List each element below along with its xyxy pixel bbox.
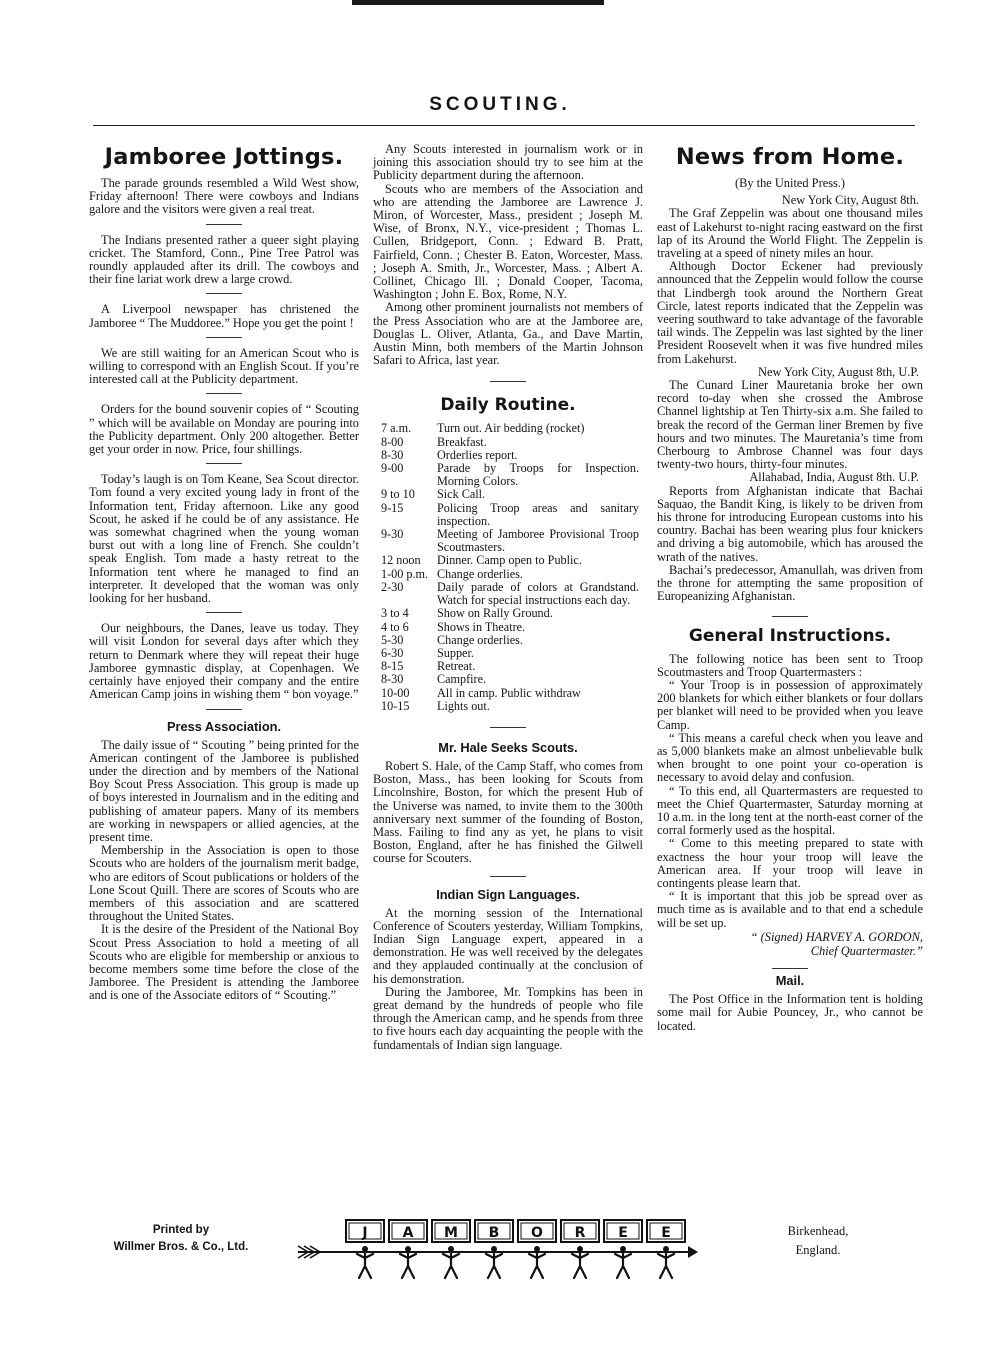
press-paragraph: Scouts who are members of the Association and who are attending the Jamboree are Lawrence J. Miron, of Worcester, Mass., president ; Joseph M. Wise, of Bronx, N.Y., vice-president ; Thomas L. Cullen, Bridgeport, Conn. ; Edward B. Pratt, Fairfield, Conn. ; Chester B. Eaton, Worcester, Mass. ; Joseph A. Smith, Jr., Worcester, Mass. ; Albert A. Collinet, Chicago Ill. ; Donald Cooper, Tacoma, Washington ; John E. Box, Rome, N.Y. (373, 181, 643, 302)
logo-scout-figure (486, 1246, 502, 1278)
logo-letter: E (661, 1225, 671, 1241)
instruction-paragraph: The following notice has been sent to Troop Scoutmasters and Troop Quartermasters : (657, 651, 923, 679)
jotting-paragraph: Orders for the bound souvenir copies of “ Scouting ” which will be available on Monday are pouring into the Publicity department. Only 200 altogether. Better get your order in now. Price, four shillings. (89, 402, 359, 457)
routine-row (381, 462, 639, 488)
separator (490, 876, 526, 877)
routine-row (381, 687, 639, 700)
hale-paragraph: Robert S. Hale, of the Camp Staff, who comes from Boston, Mass., has been looking for Scouts from Lincolnshire, Boston, for which the present Hub of the Universe was named, to invite them to the 300th anniversary next summer of the founding of Boston, Mass. Failing to find any as yet, he plans to visit Boston, England, after he has finished the Gilwell course for Scouters. (373, 758, 643, 866)
dateline: Allahabad, India, August 8th. U.P. (749, 470, 919, 485)
routine-time: 10-00 (381, 685, 410, 700)
routine-row (381, 607, 639, 620)
instruction-paragraph: “ This means a careful check when you leave and as 5,000 blankets make an almost unbelievable bulk when brought to one point your co-operation is necessary to avoid delay and confusion. (657, 730, 923, 785)
signature-role: Chief Quartermaster.” (810, 943, 923, 958)
separator (206, 393, 242, 394)
routine-activity: Retreat. (437, 659, 476, 674)
routine-row (381, 634, 639, 647)
routine-activity: Show on Rally Ground. (437, 606, 553, 621)
routine-time: 2-30 (381, 579, 404, 594)
routine-row (381, 700, 639, 713)
dateline: New York City, August 8th, U.P. (758, 364, 919, 379)
routine-activity: Parade by Troops for Inspection. Morning Colors. (437, 461, 639, 489)
routine-activity: Change orderlies. (437, 632, 523, 647)
routine-row (381, 436, 639, 449)
logo-letter: O (531, 1225, 543, 1241)
routine-time: 9-15 (381, 500, 404, 515)
separator (490, 381, 526, 382)
routine-time: 9 to 10 (381, 487, 415, 502)
headline-indian-sign: Indian Sign Languages. (436, 886, 580, 902)
headline-general-instructions: General Instructions. (688, 625, 892, 646)
press-paragraph: It is the desire of the President of the National Boy Scout Press Association to hold a meeting of all Scouts who are eligible for membership or anxious to become members some time before the close of the Jamboree. The President is attending the Jamboree and is one of the Associate editors of “ Scouting.” (89, 922, 359, 1003)
routine-time: 4 to 6 (381, 619, 409, 634)
routine-activity: Policing Troop areas and sanitary inspection. (437, 500, 639, 528)
routine-time: 12 noon (381, 553, 421, 568)
routine-activity: Daily parade of colors at Grandstand. Watch for special instructions each day. (437, 579, 639, 608)
routine-time: 8-15 (381, 659, 404, 674)
press-paragraph: Membership in the Association is open to those Scouts who are holders of the journalism merit badge, who are editors of Scout publications or holders of the Lone Scout Quill. There are scores of Scouts who are members of this association and are scattered throughout the United States. (89, 843, 359, 924)
jotting-paragraph: Our neighbours, the Danes, leave us today. They will visit London for several days after which they return to Denmark where they will repeat their huge Jamboree gymnastic display, at Copenhagen. We certainly have enjoyed their company and the entire American Camp joins in wishing them “ bon voyage.” (89, 621, 359, 702)
routine-time: 3 to 4 (381, 606, 409, 621)
routine-activity: Change orderlies. (437, 566, 523, 581)
news-paragraph: Bachai’s predecessor, Amanullah, was driven from the throne for attempting the same proposition of Europeanizing Afghanistan. (657, 562, 923, 604)
jotting-paragraph: Today’s laugh is on Tom Keane, Sea Scout director. Tom found a very excited young lady in front of the Information tent, Friday afternoon. Like any good Scout, he asked if he could be of any assistance. He was somewhat chagrined when the young woman burst out with a long line of French. She couldn’t speak English. Tom made a hasty retreat to the Information tent where he managed to find an interpreter. It developed that the woman was only looking for her husband. (89, 472, 359, 606)
routine-row (381, 647, 639, 660)
separator (206, 293, 242, 294)
routine-time: 7 a.m. (381, 421, 412, 436)
logo-scout-figure (357, 1246, 373, 1278)
dateline: New York City, August 8th. (781, 193, 919, 208)
separator (206, 337, 242, 338)
routine-activity: Dinner. Camp open to Public. (437, 553, 582, 568)
masthead: SCOUTING. (429, 94, 571, 115)
routine-row (381, 621, 639, 634)
routine-time: 9-30 (381, 527, 404, 542)
routine-time: 5-30 (381, 632, 404, 647)
byline: (By the United Press.) (734, 176, 846, 190)
logo-letter: B (488, 1225, 500, 1241)
press-paragraph: Among other prominent journalists not members of the Press Association who are at the Jamboree are, Douglas L. Oliver, Atlanta, Ga., and Dave Martin, Austin Minn, both members of the Martin Johnson Safari to Africa, last year. (373, 300, 643, 368)
instruction-paragraph: “ To this end, all Quartermasters are requested to meet the Chief Quartermaster, Saturday morning at 10 a.m. in the long tent at the north-east corner of the corral formerly used as the hospital. (657, 783, 923, 838)
separator (206, 224, 242, 225)
routine-activity: Meeting of Jamboree Provisional Troop Scoutmasters. (437, 527, 639, 555)
logo-scout-figure (400, 1246, 416, 1278)
logo-scout-figure (572, 1246, 588, 1278)
column-middle (373, 143, 643, 1052)
logo-letter: R (574, 1225, 586, 1241)
separator (772, 616, 808, 617)
jamboree-logo (296, 1218, 698, 1284)
routine-time: 8-00 (381, 434, 404, 449)
instruction-paragraph: “ Come to this meeting prepared to state with exactness the hour your troop will leave the American area. If your troop will leave in contingents please learn that. (657, 836, 923, 890)
routine-activity: Lights out. (437, 698, 490, 713)
logo-letter: A (402, 1225, 414, 1241)
printer-name: Willmer Bros. & Co., Ltd. (113, 1241, 249, 1253)
routine-activity: Sick Call. (437, 487, 486, 502)
headline-jamboree-jottings: Jamboree Jottings. (104, 144, 344, 170)
logo-letter: M (444, 1225, 458, 1241)
routine-time: 6-30 (381, 645, 404, 660)
masthead-rule (93, 125, 915, 126)
printed-by-label: Printed by (152, 1224, 210, 1236)
logo-scout-figure (658, 1246, 674, 1278)
headline-daily-routine: Daily Routine. (440, 395, 576, 416)
logo-letter: E (618, 1225, 628, 1241)
news-paragraph: The Cunard Liner Mauretania broke her own record to-day when she crossed the Ambrose Channel lightship at Ten Thirty-six a.m. She failed to break the record of the German liner Bremen by five hours and two minutes. The Mauretania’s time from Cherbourg to Ambrose Channel was four days twenty-two hours, thirty-four minutes. (657, 378, 923, 472)
column-left (89, 143, 359, 1003)
location-country: England. (795, 1243, 841, 1257)
separator (490, 727, 526, 728)
jotting-paragraph: The parade grounds resembled a Wild West show, Friday afternoon! There were cowboys and Indians galore and the visitors were given a real treat. (89, 176, 359, 217)
column-right (657, 143, 923, 1033)
separator (206, 612, 242, 613)
printer-credit (96, 1222, 266, 1256)
mail-paragraph: The Post Office in the Information tent is holding some mail for Aubie Pouncey, Jr., who cannot be located. (657, 992, 923, 1033)
routine-row (381, 488, 639, 501)
routine-activity: Turn out. Air bedding (rocket) (437, 421, 585, 436)
routine-activity: Breakfast. (437, 434, 487, 449)
jotting-paragraph: The Indians presented rather a queer sight playing cricket. The Stamford, Conn., Pine Tree Patrol was roundly applauded after its drill. The cowboys and their fine lariat work drew a large crowd. (89, 232, 359, 287)
routine-time: 8-30 (381, 672, 404, 687)
press-paragraph: The daily issue of “ Scouting ” being printed for the American contingent of the Jamboree is published under the direction and by members of the National Boy Scout Press Association. This group is made up of boys interested in Journalism and in the editing and publishing of amateur papers. Many of its members are working in newspapers or allied agencies, at the present time. (89, 737, 359, 844)
jotting-paragraph: A Liverpool newspaper has christened the Jamboree “ The Muddoree.” Hope you get the point ! (89, 302, 359, 330)
location-city: Birkenhead, (787, 1224, 849, 1238)
routine-time: 9-00 (381, 461, 404, 476)
separator (206, 463, 242, 464)
separator (206, 709, 242, 710)
routine-row (381, 660, 639, 673)
routine-row (381, 673, 639, 686)
routine-row (381, 502, 639, 528)
routine-activity: All in camp. Public withdraw (437, 685, 581, 700)
news-paragraph: Although Doctor Eckener had previously announced that the Zeppelin would follow the course that Lindbergh took around the Northern Great Circle, latest reports indicated that the Zeppelin was veering southward to take advantage of the favorable tail winds. The Zeppelin was last sighted by the liner President Roosevelt when it was five hundred miles from Lakehurst. (657, 259, 923, 366)
page-footer (0, 1218, 1000, 1288)
routine-time: 8-30 (381, 447, 404, 462)
routine-row (381, 581, 639, 607)
instruction-paragraph: “ Your Troop is in possession of approximately 200 blankets for which either blankets or four dollars per blanket will need to be provided when you leave Camp. (657, 677, 923, 732)
routine-row (381, 422, 639, 435)
instruction-paragraph: “ It is important that this job be spread over as much time as is available and to that end a schedule will be set up. (657, 889, 923, 930)
routine-row (381, 568, 639, 581)
headline-mr-hale: Mr. Hale Seeks Scouts. (438, 739, 578, 755)
headline-mail: Mail. (775, 973, 805, 989)
routine-row (381, 554, 639, 567)
routine-time: 10-15 (381, 698, 410, 713)
logo-scout-figure (529, 1246, 545, 1278)
jotting-paragraph: We are still waiting for an American Scout who is willing to correspond with an English Scout. If you’re interested call at the Publicity department. (89, 345, 359, 387)
separator (772, 968, 808, 969)
sign-paragraph: During the Jamboree, Mr. Tompkins has been in great demand by the hundreds of people who file through the American camp, and he spends from three to five hours each day acquainting the people with the fundamentals of Indian sign language. (373, 984, 643, 1052)
routine-activity: Supper. (437, 645, 474, 660)
routine-row (381, 528, 639, 554)
routine-activity: Orderlies report. (437, 447, 518, 462)
printer-location (768, 1222, 868, 1260)
headline-news-from-home: News from Home. (675, 144, 905, 170)
routine-time: 1-00 p.m. (381, 566, 429, 581)
sign-paragraph: At the morning session of the International Conference of Scouters yesterday, William Tompkins, Indian Sign Language expert, appeared in a demonstration. He was well received by the delegates and they applauded continually at the conclusion of his demonstration. (373, 905, 643, 986)
news-paragraph: Reports from Afghanistan indicate that Bachai Saquao, the Bandit King, is likely to be driven from his throne for introducing European customs into his country. Bachai has been wearing plus four knickers and driving a big automobile, which has aroused the wrath of the natives. (657, 483, 923, 564)
logo-scout-figure (443, 1246, 459, 1278)
logo-letter: J (362, 1225, 368, 1241)
signature-line: “ (Signed) HARVEY A. GORDON, (750, 929, 923, 944)
routine-table (381, 422, 639, 712)
news-paragraph: The Graf Zeppelin was about one thousand miles east of Lakehurst to-night racing eastward on the first lap of its Around the World Flight. The Zeppelin is traveling at a speed of ninety miles an hour. (657, 206, 923, 261)
press-paragraph: Any Scouts interested in journalism work or in joining this association should try to see him at the Publicity department during the afternoon. (373, 142, 643, 183)
headline-press-association: Press Association. (166, 718, 282, 734)
routine-activity: Shows in Theatre. (437, 619, 526, 634)
routine-activity: Campfire. (437, 672, 487, 687)
logo-scout-figure (615, 1246, 631, 1278)
